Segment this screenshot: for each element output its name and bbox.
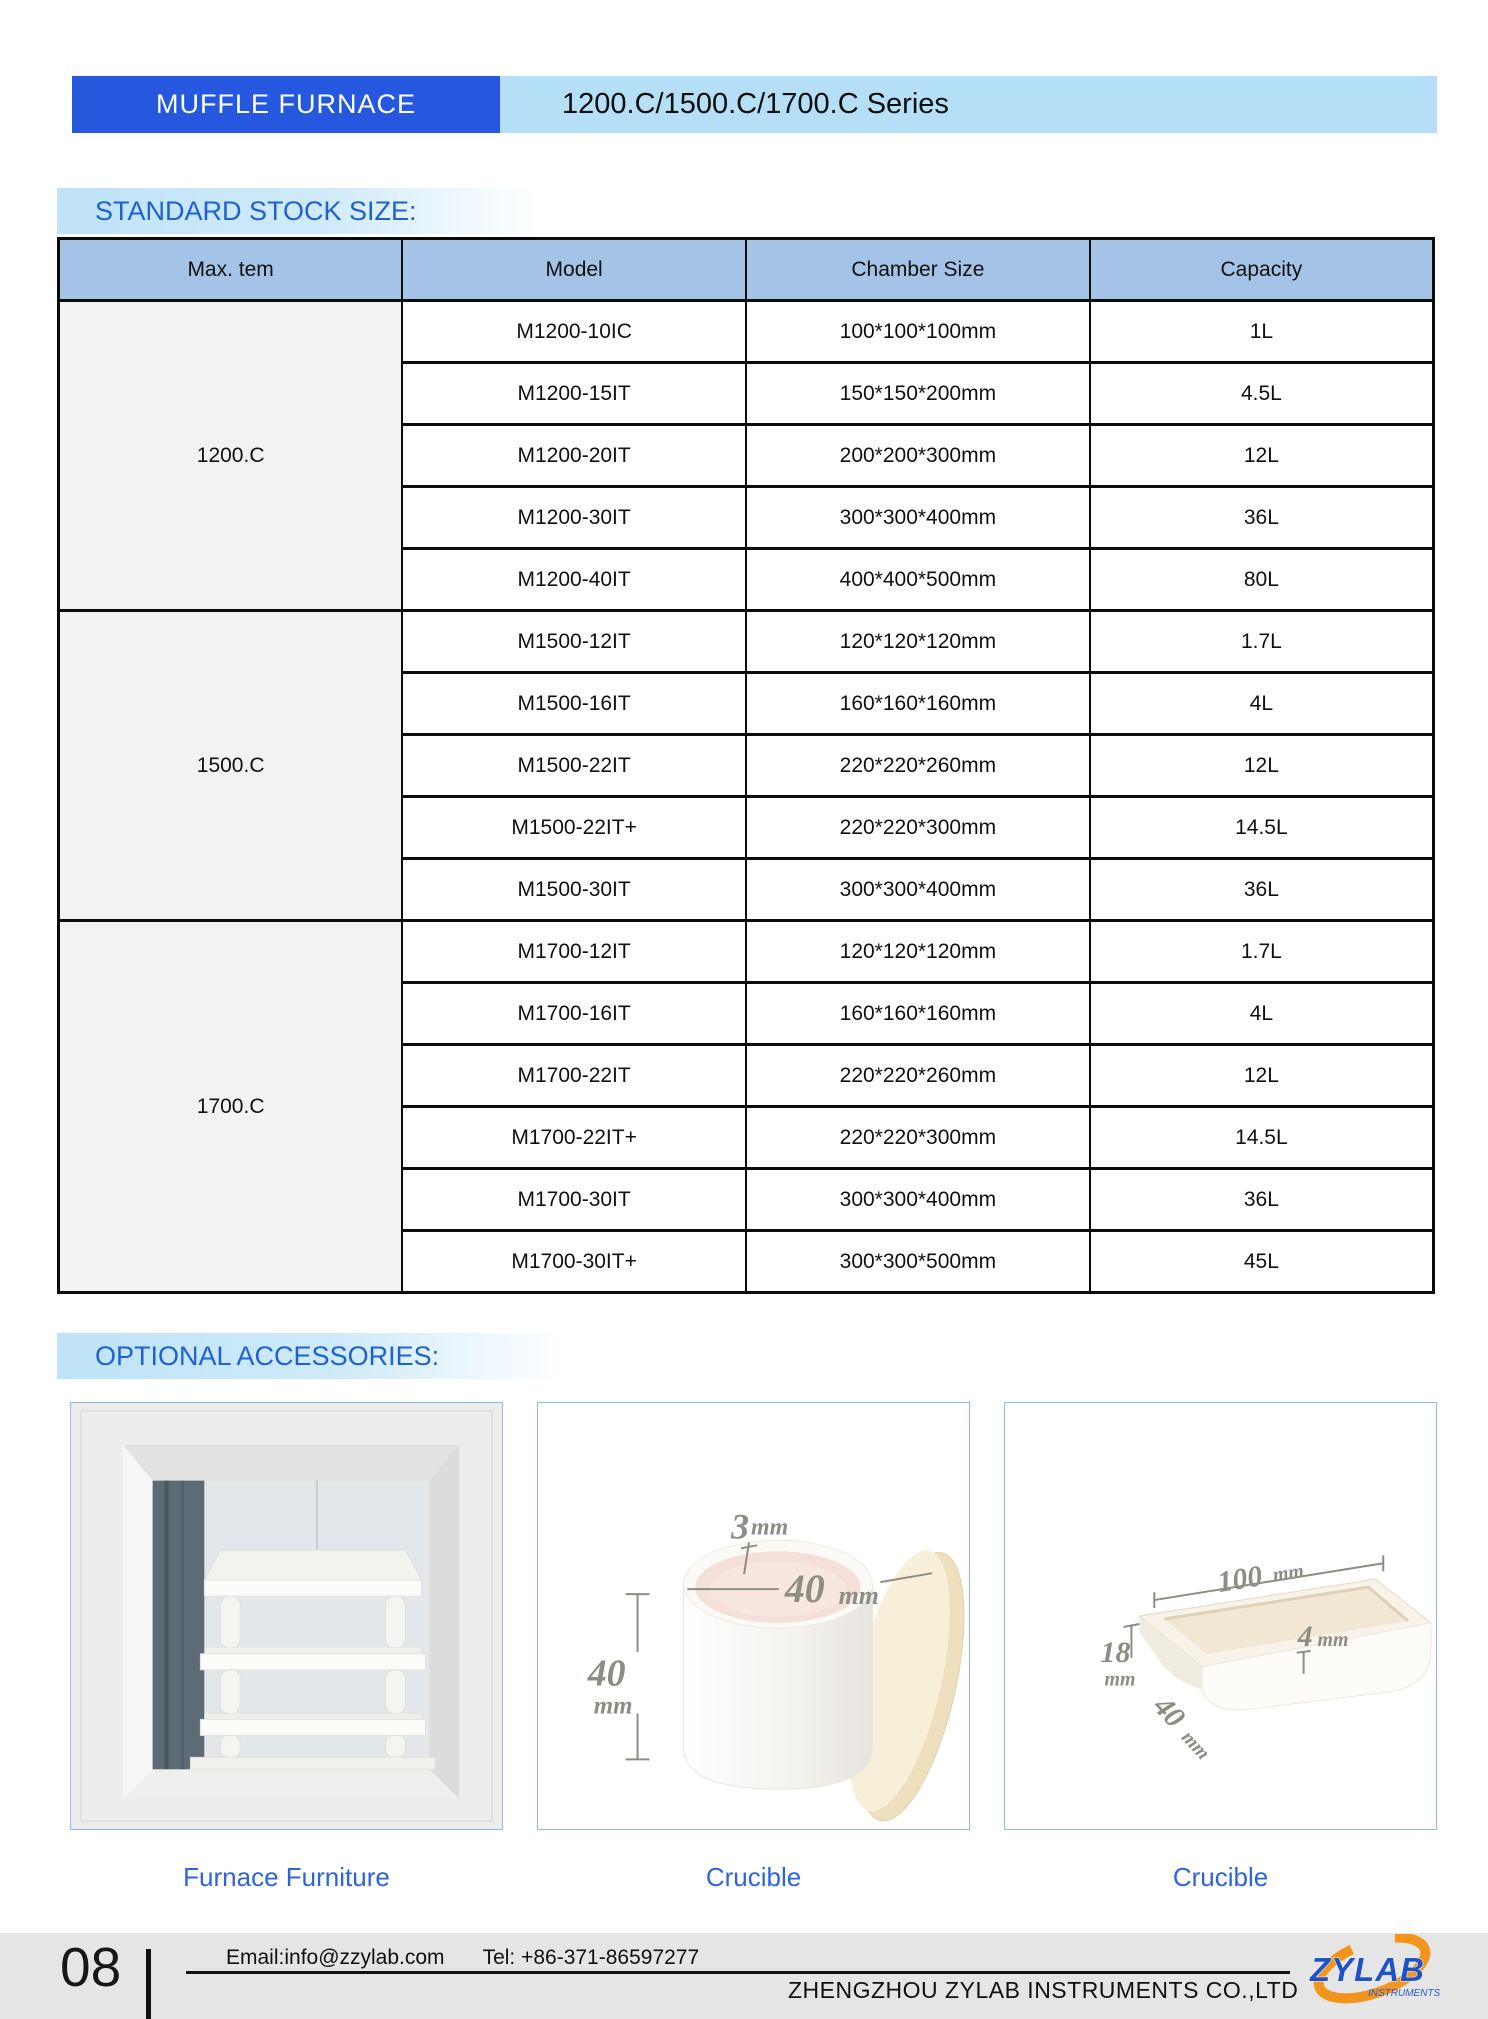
stock-size-table <box>57 237 1435 1294</box>
dim-diameter-number: 40 <box>784 1567 825 1612</box>
dim-wall-number: 4 <box>1297 1619 1313 1653</box>
dim-diameter-unit: mm <box>838 1581 879 1611</box>
cell-model: M1200-20IT <box>402 425 746 487</box>
cell-model: M1500-30IT <box>402 859 746 921</box>
cell-capacity: 1.7L <box>1090 611 1434 673</box>
dim-width-number: 40 <box>1146 1689 1192 1735</box>
cell-chamber: 300*300*500mm <box>746 1231 1090 1293</box>
cell-capacity: 14.5L <box>1090 797 1434 859</box>
cell-capacity: 14.5L <box>1090 1107 1434 1169</box>
cell-capacity: 12L <box>1090 1045 1434 1107</box>
dim-length-number: 100 <box>1215 1559 1265 1600</box>
crucible-round-illustration <box>538 1403 969 1829</box>
cell-model: M1500-22IT <box>402 735 746 797</box>
page-number: 08 <box>60 1936 122 1998</box>
section-heading-stock-size: STANDARD STOCK SIZE: <box>57 188 537 234</box>
cell-model: M1200-15IT <box>402 363 746 425</box>
table-header-row <box>59 239 1434 301</box>
caption-furnace-furniture: Furnace Furniture <box>183 1862 390 1892</box>
cell-chamber: 220*220*300mm <box>746 797 1090 859</box>
dim-wall-unit: mm <box>1317 1628 1349 1651</box>
cell-capacity: 1.7L <box>1090 921 1434 983</box>
cell-capacity: 36L <box>1090 487 1434 549</box>
cell-chamber: 100*100*100mm <box>746 301 1090 363</box>
dim-height-number: 40 <box>587 1652 626 1695</box>
column-header-capacity: Capacity <box>1090 239 1434 301</box>
cell-chamber: 160*160*160mm <box>746 983 1090 1045</box>
cell-capacity: 45L <box>1090 1231 1434 1293</box>
cell-chamber: 300*300*400mm <box>746 487 1090 549</box>
dim-width-unit: mm <box>1176 1726 1215 1765</box>
dim-height-unit: mm <box>593 1692 633 1720</box>
group-cell-1500c: 1500.C <box>59 611 403 921</box>
cell-model: M1500-12IT <box>402 611 746 673</box>
cell-model: M1700-22IT <box>402 1045 746 1107</box>
contact-line <box>226 1946 699 1970</box>
cell-model: M1700-22IT+ <box>402 1107 746 1169</box>
cell-capacity: 4L <box>1090 983 1434 1045</box>
cell-chamber: 160*160*160mm <box>746 673 1090 735</box>
caption-crucible-boat: Crucible <box>1172 1862 1269 1892</box>
furnace-furniture-illustration <box>71 1403 502 1829</box>
product-title-badge: MUFFLE FURNACE <box>72 76 500 133</box>
column-header-chamber-size: Chamber Size <box>746 239 1090 301</box>
cell-model: M1700-16IT <box>402 983 746 1045</box>
cell-chamber: 220*220*260mm <box>746 735 1090 797</box>
zylab-logo <box>1302 1934 1452 2011</box>
cell-chamber: 120*120*120mm <box>746 921 1090 983</box>
cell-model: M1200-40IT <box>402 549 746 611</box>
cell-chamber: 400*400*500mm <box>746 549 1090 611</box>
cell-capacity: 36L <box>1090 859 1434 921</box>
cell-model: M1200-10IC <box>402 301 746 363</box>
group-cell-1200c: 1200.C <box>59 301 403 611</box>
column-header-max-tem: Max. tem <box>59 239 403 301</box>
crucible-boat-image <box>1004 1402 1437 1830</box>
cell-model: M1700-12IT <box>402 921 746 983</box>
cell-capacity: 4L <box>1090 673 1434 735</box>
captions-row <box>70 1862 1437 1893</box>
header-band <box>72 76 1437 133</box>
cell-model: M1200-30IT <box>402 487 746 549</box>
cell-capacity: 12L <box>1090 425 1434 487</box>
cell-model: M1700-30IT <box>402 1169 746 1231</box>
page-footer <box>0 1933 1488 2019</box>
cell-capacity: 4.5L <box>1090 363 1434 425</box>
cell-capacity: 80L <box>1090 549 1434 611</box>
caption-crucible-round: Crucible <box>705 1862 802 1892</box>
footer-divider-bar <box>146 1949 151 2019</box>
cell-capacity: 12L <box>1090 735 1434 797</box>
cell-chamber: 120*120*120mm <box>746 611 1090 673</box>
cell-chamber: 200*200*300mm <box>746 425 1090 487</box>
cell-model: M1500-16IT <box>402 673 746 735</box>
series-title: 1200.C/1500.C/1700.C Series <box>562 88 949 120</box>
dim-height-number: 18 <box>1100 1635 1131 1669</box>
cell-capacity: 1L <box>1090 301 1434 363</box>
accessories-row <box>70 1402 1437 1830</box>
logo-text: ZYLAB <box>1310 1951 1425 1988</box>
table-row <box>59 921 1434 983</box>
logo-subtext: INSTRUMENTS <box>1368 1988 1441 1999</box>
cell-chamber: 150*150*200mm <box>746 363 1090 425</box>
section-heading-accessories: OPTIONAL ACCESSORIES: <box>57 1333 567 1379</box>
cell-chamber: 220*220*260mm <box>746 1045 1090 1107</box>
cell-model: M1500-22IT+ <box>402 797 746 859</box>
group-cell-1700c: 1700.C <box>59 921 403 1293</box>
cell-capacity: 36L <box>1090 1169 1434 1231</box>
zylab-logo-icon <box>1302 1934 1452 2006</box>
table-row <box>59 301 1434 363</box>
crucible-boat-illustration <box>1005 1403 1436 1829</box>
cell-chamber: 300*300*400mm <box>746 859 1090 921</box>
crucible-round-image <box>537 1402 970 1830</box>
cell-chamber: 300*300*400mm <box>746 1169 1090 1231</box>
furnace-furniture-image <box>70 1402 503 1830</box>
dim-length-unit: mm <box>1271 1559 1306 1587</box>
dim-wall-number: 3 <box>731 1506 750 1547</box>
footer-tel: Tel: +86-371-86597277 <box>482 1946 700 1969</box>
footer-rule <box>186 1971 1290 1974</box>
cell-chamber: 220*220*300mm <box>746 1107 1090 1169</box>
dim-height-unit: mm <box>1104 1668 1136 1691</box>
footer-email: Email:info@zzylab.com <box>226 1946 445 1969</box>
dim-wall-unit: mm <box>751 1514 789 1541</box>
table-row <box>59 611 1434 673</box>
company-name: ZHENGZHOU ZYLAB INSTRUMENTS CO.,LTD <box>788 1977 1299 2003</box>
column-header-model: Model <box>402 239 746 301</box>
cell-model: M1700-30IT+ <box>402 1231 746 1293</box>
